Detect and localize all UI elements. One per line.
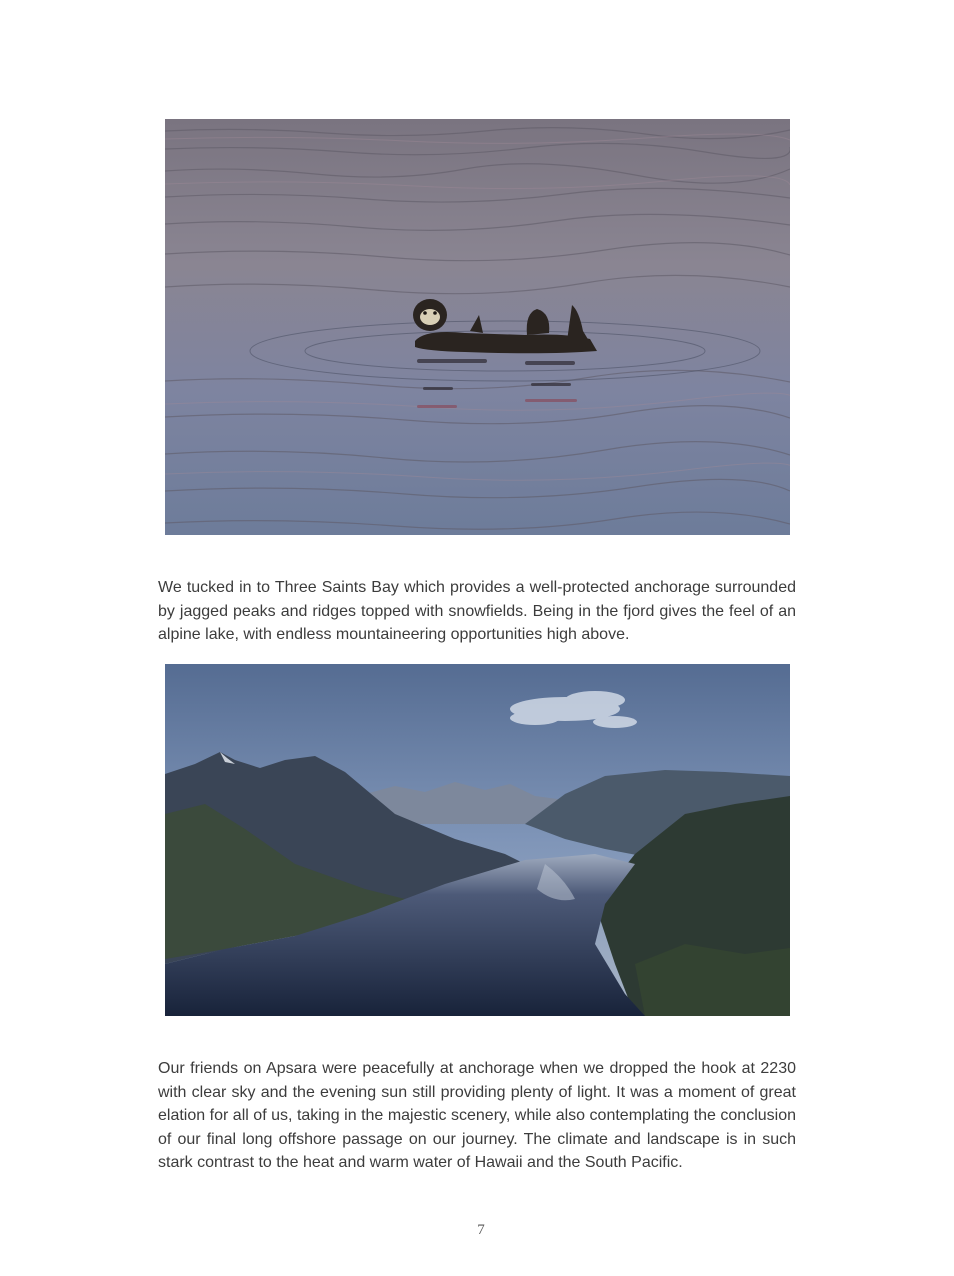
sea-otter-image [165,119,790,535]
fjord-image [165,664,790,1016]
page-number: 7 [477,1222,485,1238]
paragraph-apsara-anchorage: Our friends on Apsara were peacefully at anchorage when we dropped the hook at 2230 with clear sky and the evening sun still providing plenty of light. It was a moment of great elation for all of us, taking in the majestic scenery, while also contemplating the conclusion of our final long offshore passage on our journey. The climate and landscape is in such stark contrast to the heat and warm water of Hawaii and the South Pacific. [158,1060,796,1171]
paragraph-three-saints-bay: We tucked in to Three Saints Bay which provides a well-protected anchorage surrounded by jagged peaks and ridges topped with snowfields. Being in the fjord gives the feel of an alpine lake, with endless mountaineering opportunities high above. [158,579,796,643]
fjord-photo [165,664,790,1016]
sea-otter-photo [165,119,790,535]
